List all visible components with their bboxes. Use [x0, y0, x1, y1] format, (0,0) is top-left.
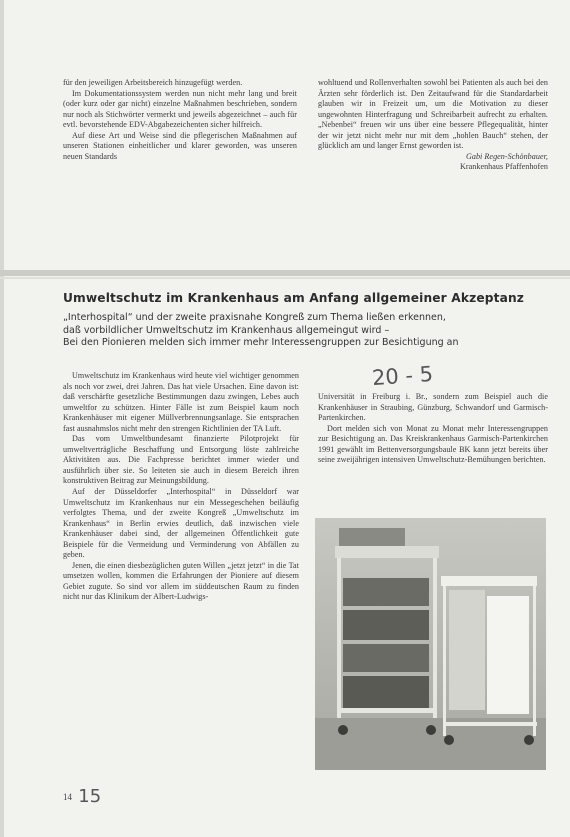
paragraph: Universität in Freiburg i. Br., sondern zum Beispiel auch die Krankenhäuser in Straubing, Günzburg, Schwandorf und Garmisch-Partenkirchen.: [318, 392, 548, 423]
section-divider-light: [0, 277, 570, 279]
paragraph: Umweltschutz im Krankenhaus wird heute viel wichtiger genommen als noch vor zwei, drei Jahren. Das hat viele Ursachen. Eine davon ist: daß verschärfte gesetzliche Bestimmungen dazu zwingen, Lebes auch umweltfor zu schützen. Hinter Fälle ist zum Beispiel kaum noch Krankenhäuser mit eigener Müllverbrennungsanlage. Sie entsprachen fast ausnahmslos nicht mehr den strengen Richtlinien der TA Luft.: [63, 371, 299, 433]
author-organization: Krankenhaus Pfaffenhofen: [459, 162, 548, 172]
subhead-line: Bei den Pionieren melden sich immer mehr Interessengruppen zur Besichtigung an: [63, 337, 459, 348]
paragraph: wohltuend und Rollenverhalten sowohl bei Patienten als auch bei den Ärzten sehr förderlich ist. Den Zeitaufwand für die Standardarbeit glauben wir in Freizeit um, um die Motivation zu dieser ungewohnten Hinterfragung und Schreibarbeit aufrecht zu erhalten. „Nebenbei“ freuen wir uns über eine bessere Pflegequalität, hinter der wir jetzt nicht mehr nur mit dem „hohlen Bauch“ stehen, der glücklich am und langer Ernst geworden ist.: [318, 78, 548, 151]
page-edge-shadow: [0, 0, 4, 837]
paragraph: Jenen, die einen diesbezüglichen guten Willen „jetzt jetzt“ in die Tat umsetzen wollen, kommen die Erfahrungen der Pioniere auf diesem Gebiet zugute. So sind vor allem im süddeutschen Raum zu finden nicht nur das Klinikum der Albert-Ludwigs-: [63, 560, 299, 602]
article-left-column: [63, 371, 299, 603]
subhead-line: „Interhospital“ und der zweite praxisnahe Kongreß zum Thema ließen erkennen,: [63, 312, 446, 323]
paragraph: Auf der Düsseldorfer „Interhospital“ in Düsseldorf war Umweltschutz im Krankenhaus nur ein Messegeschehen beiläufig verfolgtes Thema, und der zweite Kongreß „Umweltschutz im Krankenhaus“ in Berlin erwies deutlich, daß inzwischen viele Krankenhäuser dabei sind, der allgemeinen Öffentlichkeit gute Beispiele für die Vermeidung und Verminderung von Abfällen zu geben.: [63, 487, 299, 560]
paragraph: Das vom Umweltbundesamt finanzierte Pilotprojekt für umweltverträgliche Beschaffung und Entsorgung löste zahlreiche Aktivitäten aus. Die Fachpresse berichtet immer wieder und ausführlich über sie. So leiteten sie auch in diesem Bereich ihren konstruktiven Beitrag zur Meinungsbildung.: [63, 434, 299, 486]
section-divider: [0, 270, 570, 276]
top-left-column: [63, 78, 297, 162]
article-subheadline: [63, 312, 553, 350]
handwritten-page-number: 15: [78, 786, 102, 807]
article-right-column: [318, 392, 548, 466]
subhead-line: daß vorbildlicher Umweltschutz im Krankenhaus allgemeingut wird –: [63, 324, 390, 336]
article-headline: Umweltschutz im Krankenhaus am Anfang allgemeiner Akzeptanz: [63, 291, 525, 305]
paragraph: Auf diese Art und Weise sind die pflegerischen Maßnahmen auf unseren Stationen einheitlicher und klarer geworden, was unseren neuen Standards: [63, 130, 297, 161]
photo-waste-trolleys: [315, 518, 546, 770]
handwritten-number: 20 - 5: [371, 361, 434, 391]
printed-page-number: 14: [63, 792, 72, 802]
top-right-column: [318, 78, 548, 173]
paragraph: Im Dokumentationssystem werden nun nicht mehr lang und breit (oder kurz oder gar nicht) einzelne Maßnahmen beschrieben, sondern nur noch als Stichwörter vermerkt und jeweils abgezeichnet – auch für evtl. bevorstehende EDV-Abgabezeichenten sicher hilfreich.: [63, 88, 297, 130]
paragraph: für den jeweiligen Arbeitsbereich hinzugefügt werden.: [63, 78, 243, 87]
paragraph: Dort melden sich von Monat zu Monat mehr Interessengruppen zur Besichtigung an. Das Kreiskrankenhaus Garmisch-Partenkirchen 1991 gewählt im Bettenversorgungsbaule BK kann jetzt bereits über seine zweijährigen intensiven Umweltschutz-Bemühungen berichten.: [318, 423, 548, 465]
author-signature: Gabi Regen-Schönbauer,: [465, 151, 548, 161]
page-number: [63, 784, 102, 807]
